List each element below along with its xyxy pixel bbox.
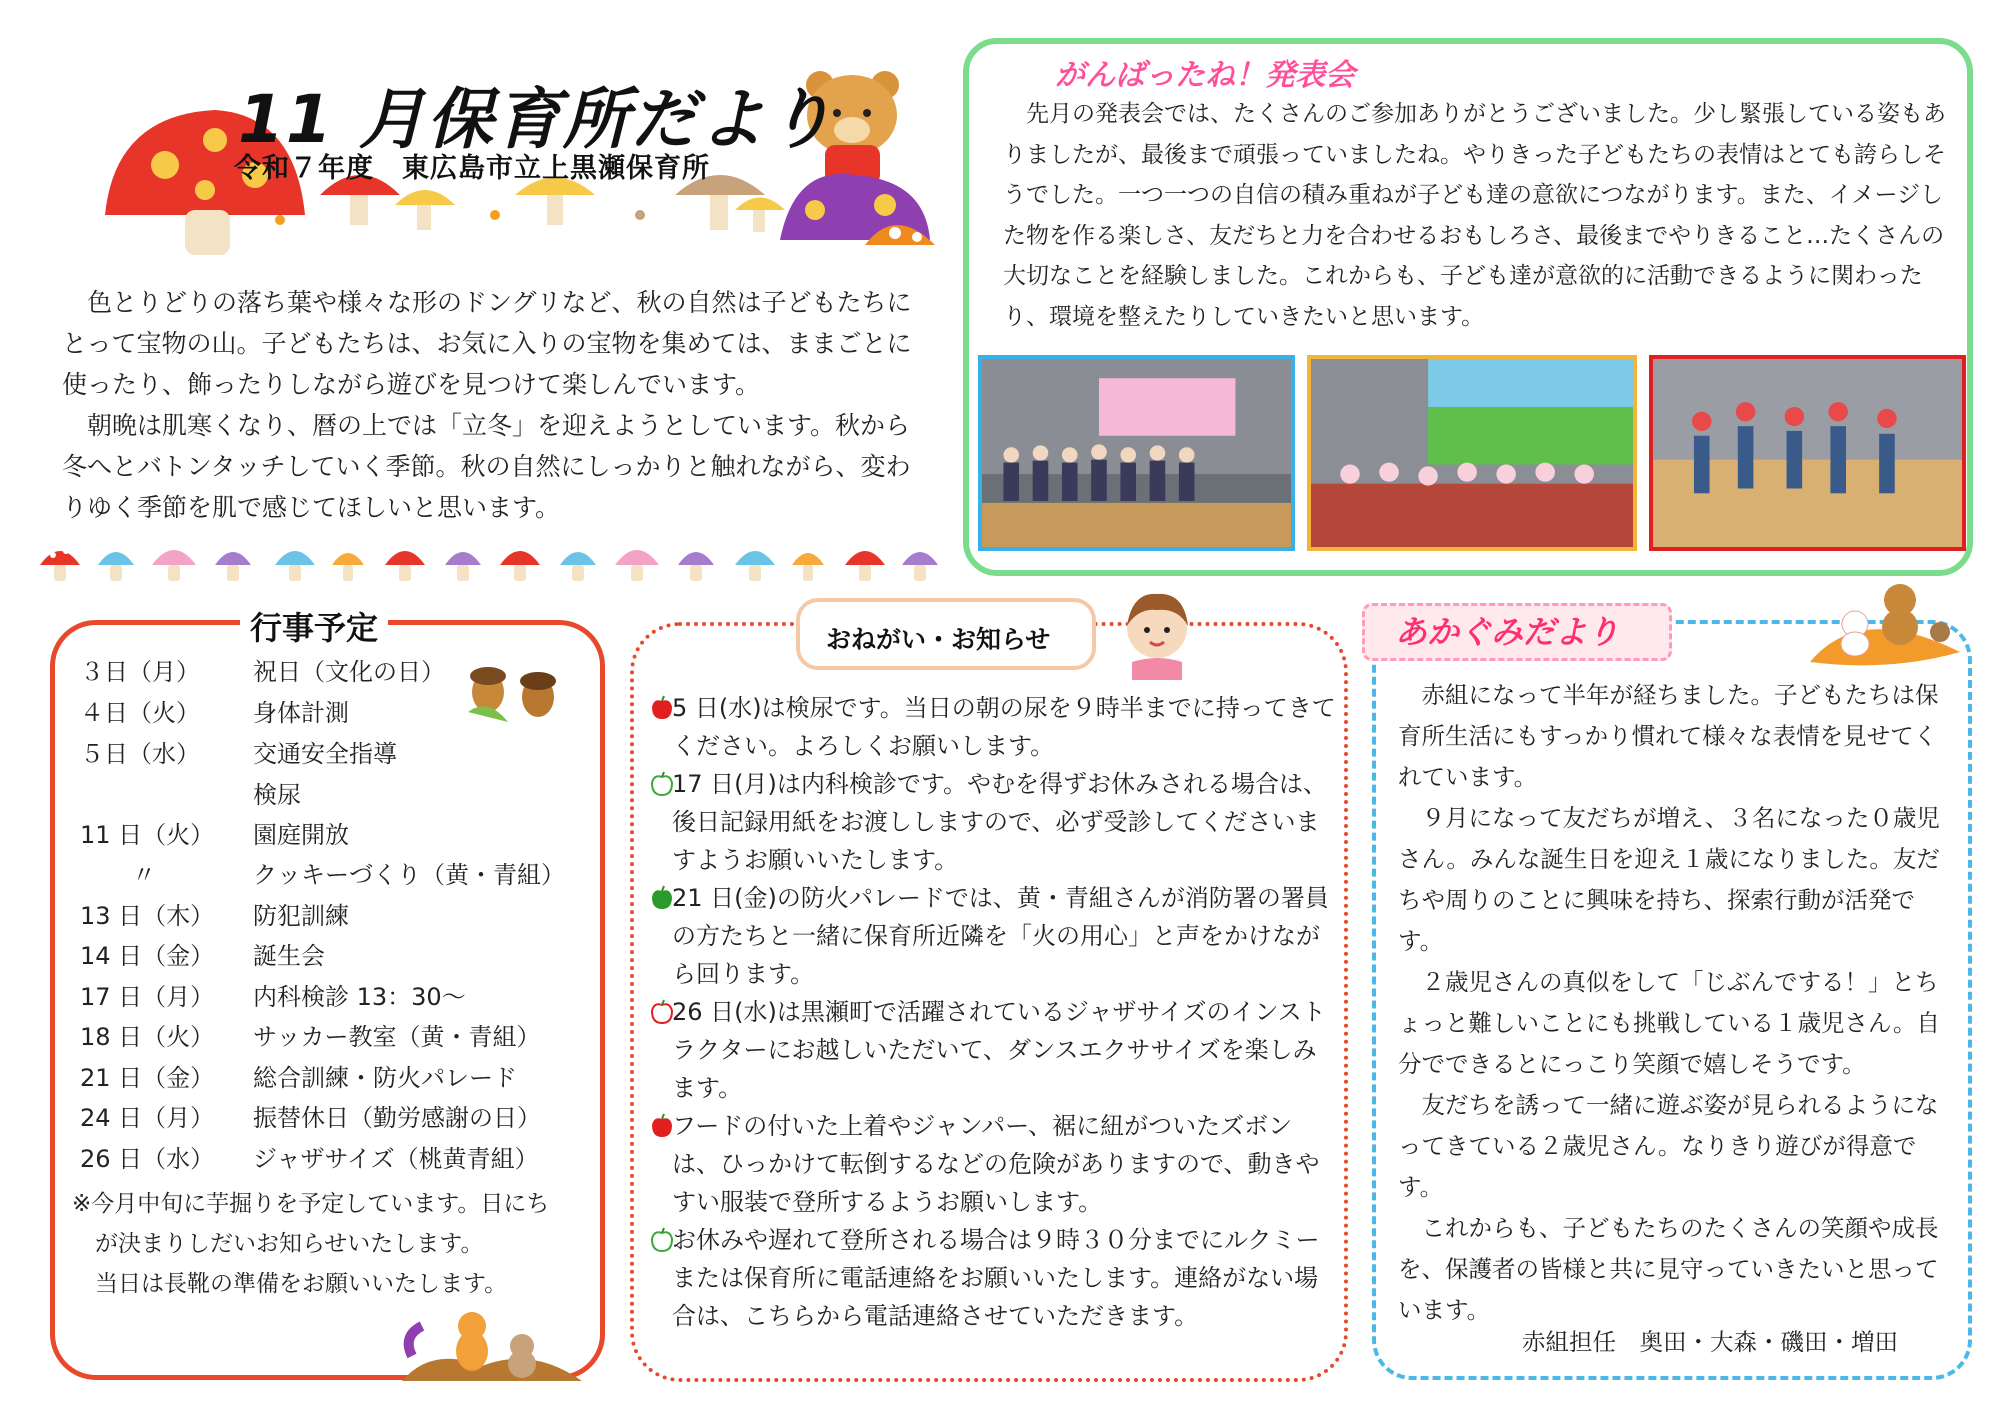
event-name: 防犯訓練	[253, 902, 349, 930]
events-note-line: 当日は長靴の準備をお願いいたします。	[72, 1271, 508, 1297]
red-class-paragraph: ９月になって友だちが増え、３名になった０歳児さん。みんな誕生日を迎え１歳になりました。友だちや周りのことに興味を持ち、探索行動が活発です。	[1398, 804, 1940, 955]
notice-item-text: 26 日(水)は黒瀬町で活躍されているジャザサイズのインストラクターにお越しいただいて、ダンスエクササイズを楽しみます。	[672, 998, 1326, 1102]
events-title: 行事予定	[240, 603, 388, 649]
page-title: 11 月保育所だより	[238, 81, 835, 158]
event-day: 〃	[132, 861, 156, 889]
recital-paragraph: 先月の発表会では、たくさんのご参加ありがとうございました。少し緊張している姿もありましたが、最後まで頑張っていましたね。やりきった子どもたちの表情はとても誇らしそうでした。一つ一つの自信の積み重ねが子ども達の意欲につながります。また、イメージした物を作る楽しさ、友だちと力を合わせるおもしろさ、最後までやりきること…たくさんの大切なことを経験しました。これからも、子ども達が意欲的に活動できるように関わったり、環境を整えたりしていきたいと思います。	[1003, 101, 1946, 330]
notice-item-text: 5 日(水)は検尿です。当日の朝の尿を９時半までに持ってきてください。よろしくお願いします。	[672, 694, 1336, 760]
event-name: 身体計測	[253, 699, 349, 727]
notice-item-text: 21 日(金)の防火パレードでは、黄・青組さんが消防署の署員の方たちと一緒に保育所近隣を「火の用心」と声をかけながら回ります。	[672, 884, 1329, 988]
event-name: 総合訓練・防火パレード	[253, 1064, 517, 1092]
apple-icon	[650, 771, 674, 797]
event-name: 園庭開放	[253, 821, 349, 849]
notice-item	[650, 879, 1340, 993]
notice-item	[650, 1107, 1340, 1221]
notice-item	[650, 993, 1340, 1107]
apple-icon	[650, 999, 674, 1025]
red-class-paragraph: ２歳児さんの真似をして「じぶんでする！」とちょっと難しいことにも挑戦している１歳児さん。自分でできるとにっこり笑顔で嬉しそうです。	[1398, 968, 1940, 1078]
notice-item	[650, 689, 1340, 765]
event-day: 26 日（水）	[80, 1145, 215, 1173]
apple-icon	[650, 1113, 674, 1139]
apple-icon	[650, 1227, 674, 1253]
red-class-text	[1398, 675, 1943, 1331]
red-class-paragraph: 赤組になって半年が経ちました。子どもたちは保育所生活にもすっかり慣れて様々な表情を見せてくれています。	[1398, 681, 1939, 791]
event-day: 11 日（火）	[80, 821, 215, 849]
event-day: 24 日（月）	[80, 1104, 215, 1132]
events-note-line: が決まりしだいお知らせいたします。	[72, 1231, 484, 1257]
red-class-title: あかぐみだより	[1395, 613, 1620, 651]
intro-text	[62, 282, 927, 528]
girl-face-icon	[1118, 588, 1196, 680]
event-day: ４日（火）	[80, 699, 200, 727]
events-note	[72, 1184, 592, 1304]
event-name: 内科検診 13：30～	[253, 983, 466, 1011]
animals-leaf-illustration	[1800, 572, 1965, 672]
event-day: 13 日（木）	[80, 902, 215, 930]
red-class-paragraph: 友だちを誘って一緒に遊ぶ姿が見られるようになってきている２歳児さん。なりきり遊びが得意です。	[1398, 1091, 1939, 1201]
recital-photo-2	[1307, 355, 1637, 551]
event-name: 検尿	[253, 781, 301, 809]
event-name: サッカー教室（黄・青組）	[253, 1023, 541, 1051]
event-day: ３日（月）	[80, 658, 200, 686]
recital-title: がんばったね！発表会	[1045, 50, 1365, 94]
apple-icon	[650, 695, 674, 721]
teacher-signature: 赤組担任 奥田・大森・磯田・増田	[1522, 1328, 1898, 1356]
events-note-line: ※今月中旬に芋掘りを予定しています。日にち	[72, 1191, 550, 1217]
school-subtitle: 令和７年度 東広島市立上黒瀬保育所	[234, 153, 710, 184]
notice-item	[650, 1221, 1340, 1335]
red-class-paragraph: これからも、子どもたちのたくさんの笑顔や成長を、保護者の皆様と共に見守っていきたいと思っています。	[1398, 1214, 1939, 1324]
notice-item-text: フードの付いた上着やジャンパー、裾に紐がついたズボンは、ひっかけて転倒するなどの危険がありますので、動きやすい服装で登所するようお願いします。	[672, 1112, 1320, 1216]
squirrel-fox-illustration	[392, 1296, 592, 1386]
acorn-icon	[458, 642, 568, 732]
event-day: 14 日（金）	[80, 942, 215, 970]
notice-item-text: お休みや遅れて登所される場合は９時３０分までにルクミーまたは保育所に電話連絡をお願いいたします。連絡がない場合は、こちらから電話連絡させていただきます。	[672, 1226, 1320, 1330]
event-name: 誕生会	[253, 942, 325, 970]
mushroom-border-decoration	[40, 535, 950, 585]
event-name: ジャザサイズ（桃黄青組）	[253, 1145, 539, 1173]
event-day: 18 日（火）	[80, 1023, 215, 1051]
apple-icon	[650, 885, 674, 911]
intro-paragraph: 色とりどりの落ち葉や様々な形のドングリなど、秋の自然は子どもたちにとって宝物の山。子どもたちは、お気に入りの宝物を集めては、ままごとに使ったり、飾ったりしながら遊びを見つけて楽しんでいます。	[62, 288, 912, 399]
notice-title: おねがい・お知らせ	[826, 625, 1051, 654]
event-name: 振替休日（勤労感謝の日）	[253, 1104, 541, 1132]
event-name: 交通安全指導	[253, 740, 397, 768]
event-day: 21 日（金）	[80, 1064, 215, 1092]
event-name: 祝日（文化の日）	[253, 658, 445, 686]
event-day: ５日（水）	[80, 740, 200, 768]
event-day: 17 日（月）	[80, 983, 215, 1011]
notice-item-text: 17 日(月)は内科検診です。やむを得ずお休みされる場合は、後日記録用紙をお渡ししますので、必ず受診してくださいますようお願いいたします。	[672, 770, 1327, 874]
recital-text	[1003, 94, 1947, 337]
recital-photo-1	[978, 355, 1295, 551]
intro-paragraph: 朝晩は肌寒くなり、暦の上では「立冬」を迎えようとしています。秋から冬へとバトンタッチしていく季節。秋の自然にしっかりと触れながら、変わりゆく季節を肌で感じてほしいと思います。	[62, 411, 911, 522]
event-name: クッキーづくり（黄・青組）	[253, 861, 565, 889]
notice-item	[650, 765, 1340, 879]
recital-photo-3	[1649, 355, 1966, 551]
